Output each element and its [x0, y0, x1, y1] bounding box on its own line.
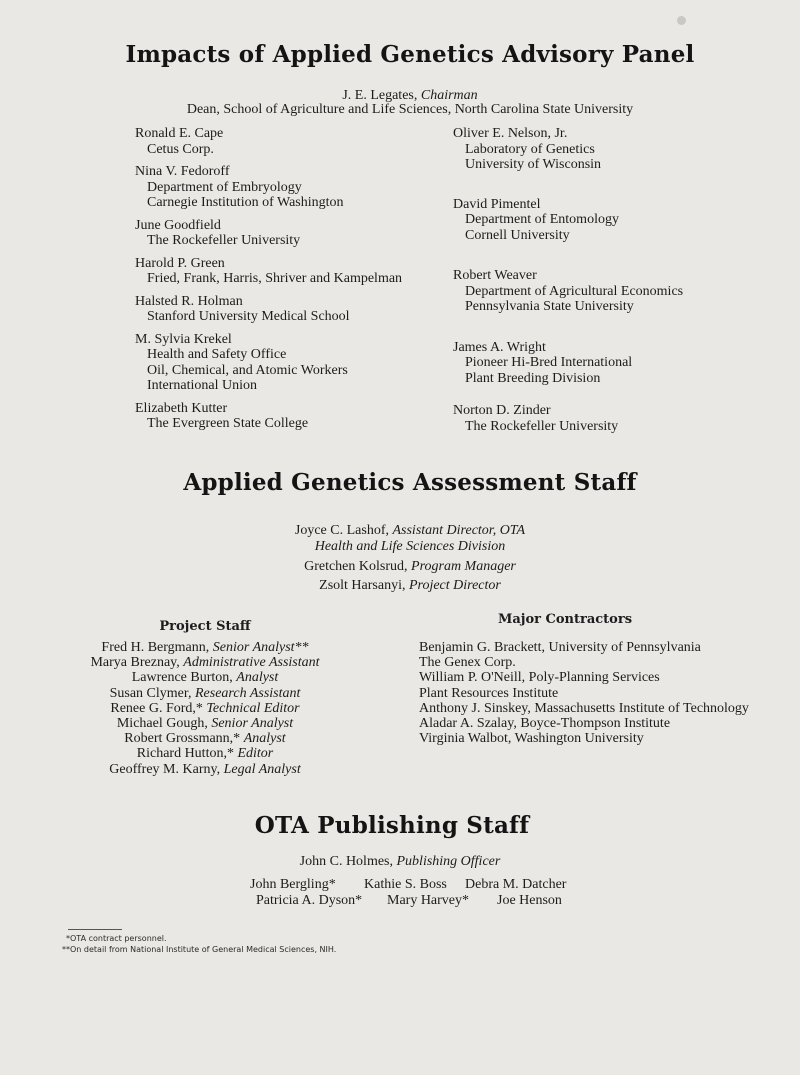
- footnotes: [62, 933, 336, 955]
- list-item: William P. O'Neill, Poly-Planning Services: [419, 670, 660, 686]
- panel-member: Nina V. Fedoroff Department of Embryology Carnegie Institution of Washington: [135, 164, 344, 210]
- list-item: Lawrence Burton, Analyst: [131, 670, 279, 686]
- staff-name: Mary Harvey*: [387, 893, 470, 908]
- footnote: **On detail from National Institute of General Medical Sciences, NIH.: [62, 945, 337, 954]
- scan-speck: [677, 16, 686, 25]
- chair-name: J. E. Legates,: [342, 88, 418, 103]
- list-item: Robert Grossmann,* Analyst: [124, 731, 286, 747]
- list-item: Susan Clymer, Research Assistant: [109, 685, 301, 701]
- list-item: Richard Hutton,* Editor: [136, 746, 274, 762]
- panel-member: James A. Wright Pioneer Hi-Bred International Plant Breeding Division: [453, 339, 633, 386]
- panel-member: Robert Weaver Department of Agricultural Economics Pennsylvania State University: [453, 268, 684, 314]
- staff-name: Kathie S. Boss: [364, 877, 447, 892]
- list-item: Renee G. Ford,* Technical Editor: [110, 700, 300, 716]
- panel-member: Ronald E. Cape Cetus Corp.: [135, 126, 224, 157]
- list-item: Plant Resources Institute: [419, 685, 559, 701]
- list-item: Marya Breznay, Administrative Assistant: [90, 655, 320, 671]
- staff-name: John Bergling*: [250, 877, 336, 892]
- staff-name: Joe Henson: [497, 893, 562, 908]
- footnote-divider: [68, 929, 122, 930]
- panel-member: Elizabeth Kutter The Evergreen State College: [135, 400, 309, 431]
- project-director: Zsolt Harsanyi, Project Director: [319, 578, 501, 593]
- publishing-officer: John C. Holmes, Publishing Officer: [299, 854, 501, 869]
- contractors-heading: Major Contractors: [497, 612, 633, 627]
- chair-role: Chairman: [420, 88, 478, 103]
- footnote: *OTA contract personnel.: [66, 934, 167, 943]
- division: Health and Life Sciences Division: [314, 539, 506, 554]
- project-staff-list: [40, 640, 370, 777]
- panel-member: M. Sylvia Krekel Health and Safety Office Oil, Chemical, and Atomic Workers International Union: [135, 331, 348, 393]
- assessment-title: Applied Genetics Assessment Staff: [183, 469, 637, 496]
- project-staff-heading: Project Staff: [159, 619, 251, 634]
- list-item: Anthony J. Sinskey, Massachusetts Institute of Technology: [419, 700, 749, 716]
- list-item: Benjamin G. Brackett, University of Pennsylvania: [419, 640, 701, 655]
- panel-title: Impacts of Applied Genetics Advisory Panel: [125, 41, 695, 68]
- contractors-list: [419, 640, 799, 746]
- list-item: Geoffrey M. Karny, Legal Analyst: [109, 761, 301, 777]
- panel-member: Oliver E. Nelson, Jr. Laboratory of Genetics University of Wisconsin: [453, 126, 602, 172]
- list-item: Aladar A. Szalay, Boyce-Thompson Institute: [419, 716, 671, 732]
- panel-members-right: [453, 126, 753, 441]
- list-item: Michael Gough, Senior Analyst: [116, 716, 294, 732]
- assistant-director: Joyce C. Lashof, Assistant Director, OTA: [294, 523, 526, 538]
- panel-member: Norton D. Zinder The Rockefeller University: [453, 403, 619, 434]
- list-item: Fred H. Bergmann, Senior Analyst**: [101, 640, 309, 655]
- panel-member: David Pimentel Department of Entomology Cornell University: [453, 196, 619, 243]
- publishing-title: OTA Publishing Staff: [254, 812, 530, 839]
- list-item: Virginia Walbot, Washington University: [419, 731, 644, 747]
- chair-affiliation: Dean, School of Agriculture and Life Sciences, North Carolina State University: [186, 102, 634, 117]
- staff-name: Patricia A. Dyson*: [256, 893, 363, 908]
- panel-member: Halsted R. Holman Stanford University Medical School: [135, 293, 350, 324]
- program-manager: Gretchen Kolsrud, Program Manager: [304, 559, 516, 574]
- panel-member: June Goodfield The Rockefeller University: [135, 217, 301, 248]
- panel-member: Harold P. Green Fried, Frank, Harris, Shriver and Kampelman: [135, 255, 403, 286]
- panel-members-left: [135, 126, 435, 439]
- staff-name: Debra M. Datcher: [465, 877, 567, 892]
- list-item: The Genex Corp.: [419, 655, 516, 671]
